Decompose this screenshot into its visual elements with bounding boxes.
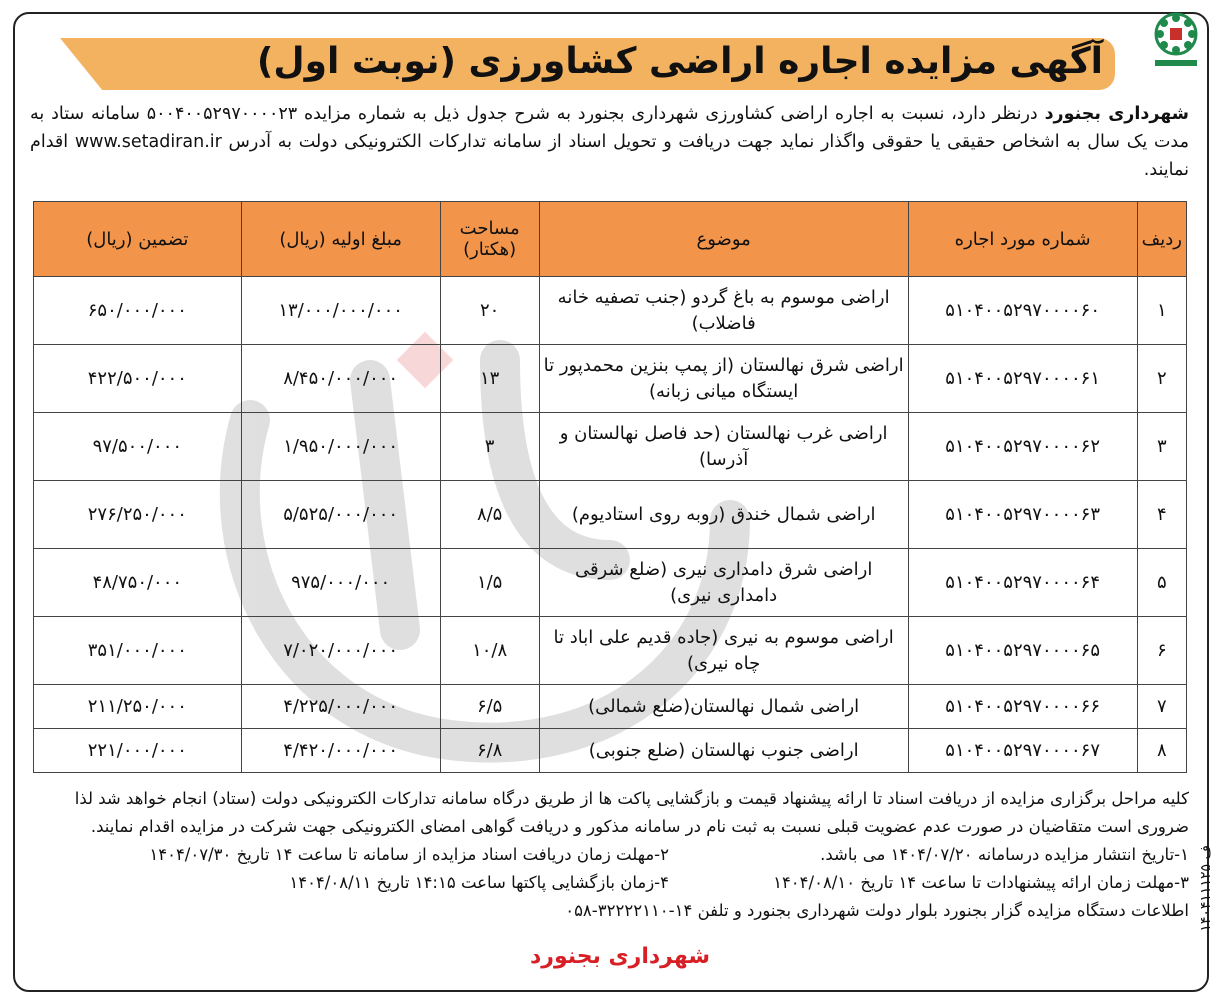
cell-code: ۵۱۰۴۰۰۵۲۹۷۰۰۰۰۶۱ (908, 345, 1137, 413)
header-subject: موضوع (539, 202, 908, 277)
cell-row-number: ۱ (1137, 277, 1186, 345)
cell-guarantee: ۳۵۱/۰۰۰/۰۰۰ (34, 617, 242, 685)
cell-row-number: ۵ (1137, 549, 1186, 617)
cell-code: ۵۱۰۴۰۰۵۲۹۷۰۰۰۰۶۵ (908, 617, 1137, 685)
cell-area: ۲۰ (440, 277, 539, 345)
table-row (34, 729, 1187, 773)
cell-subject: اراضی موسوم به باغ گردو (جنب تصفیه خانه فاضلاب) (539, 277, 908, 345)
cell-subject: اراضی شرق دامداری نیری (ضلع شرقی دامداری نیری) (539, 549, 908, 617)
header-price: مبلغ اولیه (ریال) (241, 202, 440, 277)
cell-price: ۱/۹۵۰/۰۰۰/۰۰۰ (241, 413, 440, 481)
footer-item-3: ۳-مهلت زمان ارائه پیشنهادات تا ساعت ۱۴ تاریخ ۱۴۰۴/۰۸/۱۰ (773, 873, 1189, 892)
cell-code: ۵۱۰۴۰۰۵۲۹۷۰۰۰۰۶۳ (908, 481, 1137, 549)
logo-icon (1143, 6, 1209, 72)
cell-row-number: ۸ (1137, 729, 1186, 773)
footer-contact: اطلاعات دستگاه مزایده گزار بجنورد بلوار دولت شهرداری بجنورد و تلفن ۱۴-۳۲۲۲۲۱۱۰-۰۵۸ (565, 901, 1189, 920)
cell-price: ۹۷۵/۰۰۰/۰۰۰ (241, 549, 440, 617)
header-guarantee: تضمین (ریال) (34, 202, 242, 277)
table-row (34, 549, 1187, 617)
table-row (34, 277, 1187, 345)
cell-area: ۸/۵ (440, 481, 539, 549)
cell-row-number: ۴ (1137, 481, 1186, 549)
footer-item-1: ۱-تاریخ انتشار مزایده درسامانه ۱۴۰۴/۰۷/۲۰ می باشد. (820, 845, 1189, 864)
cell-area: ۳ (440, 413, 539, 481)
cell-guarantee: ۹۷/۵۰۰/۰۰۰ (34, 413, 242, 481)
cell-row-number: ۶ (1137, 617, 1186, 685)
cell-guarantee: ۲۷۶/۲۵۰/۰۰۰ (34, 481, 242, 549)
cell-subject: اراضی شمال خندق (روبه روی استادیوم) (539, 481, 908, 549)
cell-price: ۵/۵۲۵/۰۰۰/۰۰۰ (241, 481, 440, 549)
municipality-logo (1141, 4, 1211, 74)
cell-code: ۵۱۰۴۰۰۵۲۹۷۰۰۰۰۶۷ (908, 729, 1137, 773)
cell-code: ۵۱۰۴۰۰۵۲۹۷۰۰۰۰۶۶ (908, 685, 1137, 729)
cell-area: ۱۳ (440, 345, 539, 413)
footer-paragraph: کلیه مراحل برگزاری مزایده از دریافت اسناد تا ارائه پیشنهاد قیمت و بازگشایی پاکت ها از طریق درگاه سامانه تدارکات الکترونیکی دولت (ستاد) انجام خواهد شد لذا ضروری است متقاضیان در صورت عدم عضویت قبلی نسبت به ثبت نام در سامانه مذکور و دریافت گواهی امضای الکترونیکی جهت شرکت در مزایده اقدام نمایند. (74, 789, 1189, 836)
cell-row-number: ۷ (1137, 685, 1186, 729)
footer-row-2 (30, 869, 1189, 897)
cell-subject: اراضی شمال نهالستان(ضلع شمالی) (539, 685, 908, 729)
cell-price: ۸/۴۵۰/۰۰۰/۰۰۰ (241, 345, 440, 413)
header-row-number: ردیف (1137, 202, 1186, 277)
cell-price: ۴/۴۲۰/۰۰۰/۰۰۰ (241, 729, 440, 773)
header-area: مساحت (هکتار) (440, 202, 539, 277)
cell-price: ۴/۲۲۵/۰۰۰/۰۰۰ (241, 685, 440, 729)
cell-row-number: ۳ (1137, 413, 1186, 481)
cell-guarantee: ۲۱۱/۲۵۰/۰۰۰ (34, 685, 242, 729)
cell-subject: اراضی موسوم به نیری (جاده قدیم علی اباد تا چاه نیری) (539, 617, 908, 685)
lease-table (33, 201, 1187, 773)
footer-row-1 (30, 841, 1189, 869)
table-row (34, 617, 1187, 685)
cell-area: ۶/۸ (440, 729, 539, 773)
cell-subject: اراضی جنوب نهالستان (ضلع جنوبی) (539, 729, 908, 773)
intro-org: شهرداری بجنورد (1044, 104, 1190, 124)
cell-guarantee: ۶۵۰/۰۰۰/۰۰۰ (34, 277, 242, 345)
cell-price: ۱۳/۰۰۰/۰۰۰/۰۰۰ (241, 277, 440, 345)
signature: شهرداری بجنورد (530, 944, 711, 969)
header-code: شماره مورد اجاره (908, 202, 1137, 277)
cell-price: ۷/۰۲۰/۰۰۰/۰۰۰ (241, 617, 440, 685)
table-header-row (34, 202, 1187, 277)
footer (30, 785, 1189, 925)
side-code: ۱۴۰۴۱۱۱۲۵ ف (1198, 845, 1214, 932)
cell-guarantee: ۲۲۱/۰۰۰/۰۰۰ (34, 729, 242, 773)
cell-area: ۱۰/۸ (440, 617, 539, 685)
cell-guarantee: ۴۲۲/۵۰۰/۰۰۰ (34, 345, 242, 413)
table-row (34, 685, 1187, 729)
footer-item-2: ۲-مهلت زمان دریافت اسناد مزایده از سامانه تا ساعت ۱۴ تاریخ ۱۴۰۴/۰۷/۳۰ (149, 845, 669, 864)
cell-subject: اراضی شرق نهالستان (از پمپ بنزین محمدپور تا ایستگاه میانی زبانه) (539, 345, 908, 413)
footer-item-4: ۴-زمان بازگشایی پاکتها ساعت ۱۴:۱۵ تاریخ ۱۴۰۴/۰۸/۱۱ (289, 873, 669, 892)
cell-guarantee: ۴۸/۷۵۰/۰۰۰ (34, 549, 242, 617)
cell-code: ۵۱۰۴۰۰۵۲۹۷۰۰۰۰۶۲ (908, 413, 1137, 481)
table-row (34, 481, 1187, 549)
intro-paragraph (30, 100, 1189, 184)
table-row (34, 345, 1187, 413)
cell-area: ۶/۵ (440, 685, 539, 729)
cell-code: ۵۱۰۴۰۰۵۲۹۷۰۰۰۰۶۴ (908, 549, 1137, 617)
cell-subject: اراضی غرب نهالستان (حد فاصل نهالستان و آذرسا) (539, 413, 908, 481)
intro-text: درنظر دارد، نسبت به اجاره اراضی کشاورزی شهرداری بجنورد به شرح جدول ذیل به شماره مزایده ۵۰۰۴۰۰۵۲۹۷۰۰۰۰۲۳ سامانه ستاد به مدت یک سال به اشخاص حقیقی یا حقوقی واگذار نماید جهت دریافت و تحویل اسناد از سامانه تدارکات الکترونیکی دولت به آدرس www.setadiran.ir اقدام نمایند. (30, 104, 1189, 180)
cell-area: ۱/۵ (440, 549, 539, 617)
page-title: آگهی مزایده اجاره اراضی کشاورزی (نوبت اول) (256, 41, 1103, 82)
cell-row-number: ۲ (1137, 345, 1186, 413)
cell-code: ۵۱۰۴۰۰۵۲۹۷۰۰۰۰۶۰ (908, 277, 1137, 345)
table-row (34, 413, 1187, 481)
